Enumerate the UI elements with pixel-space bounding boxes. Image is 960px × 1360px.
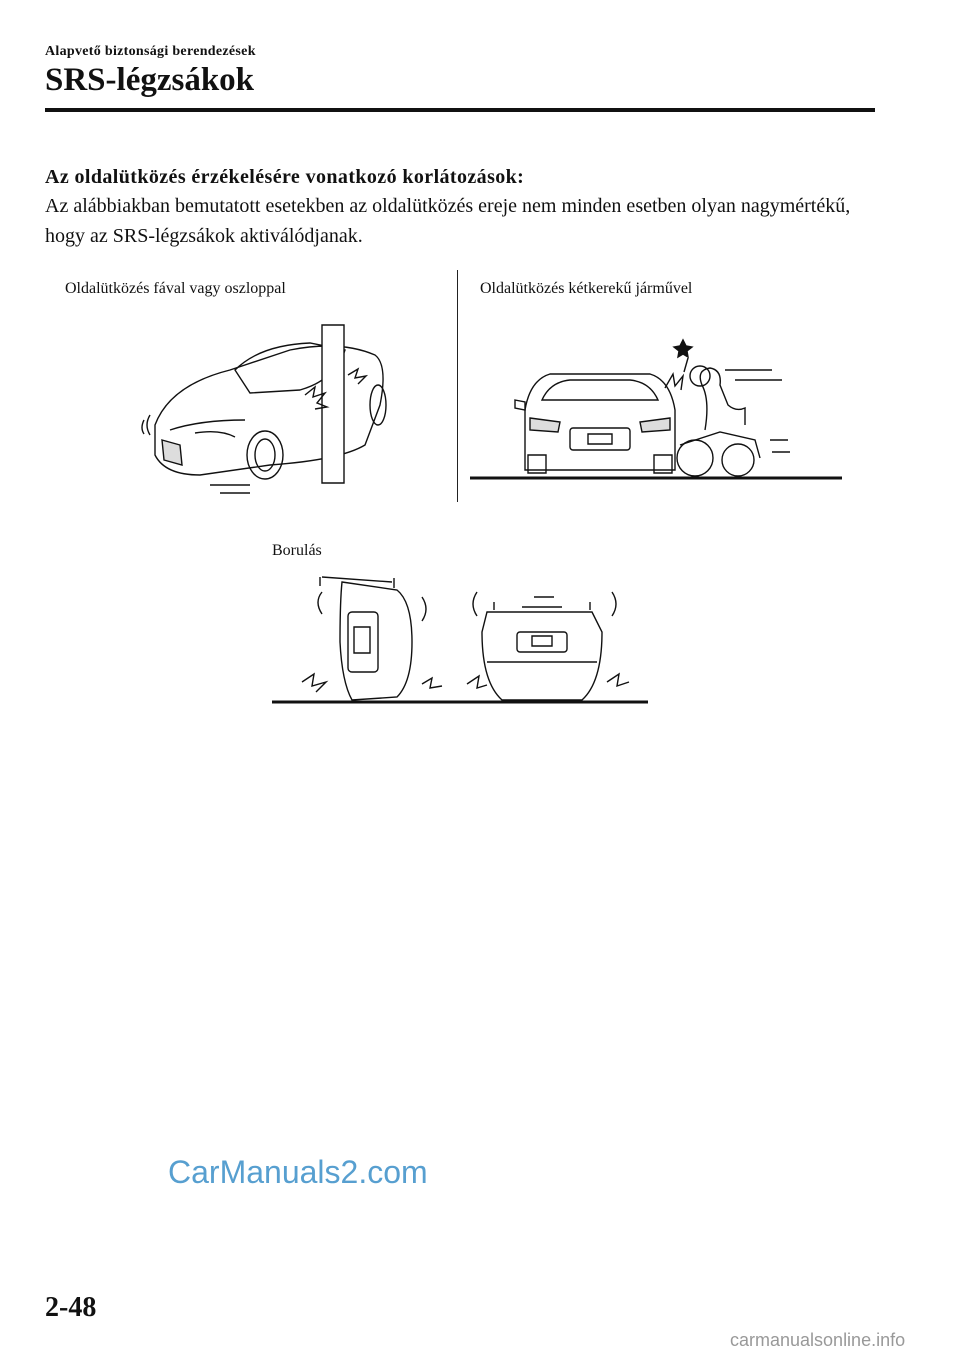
car-hitting-pole-illustration	[140, 325, 400, 505]
caption-bike-impact: Oldalütközés kétkerekű járművel	[480, 280, 693, 297]
page-title: SRS-légzsákok	[45, 62, 255, 98]
car-rollover-illustration	[272, 572, 650, 707]
section-label: Alapvető biztonsági berendezések	[45, 44, 256, 59]
limitations-heading: Az oldalütközés érzékelésére vonatkozó korlátozások:	[45, 166, 525, 188]
site-watermark: carmanualsonline.info	[730, 1330, 906, 1350]
figure-divider	[457, 270, 458, 502]
title-rule	[45, 108, 875, 112]
page-number: 2-48	[45, 1292, 97, 1323]
caption-pole-impact: Oldalütközés fával vagy oszloppal	[65, 280, 286, 297]
motorcycle-side-impact-illustration	[470, 340, 845, 485]
limitations-paragraph: Az alábbiakban bemutatott esetekben az oldalütközés ereje nem minden esetben olyan nagymértékű, hogy az SRS-légzsákok aktiválódjanak.	[45, 195, 851, 247]
carmanuals-watermark: CarManuals2.com	[168, 1154, 428, 1190]
caption-rollover: Borulás	[272, 542, 322, 559]
